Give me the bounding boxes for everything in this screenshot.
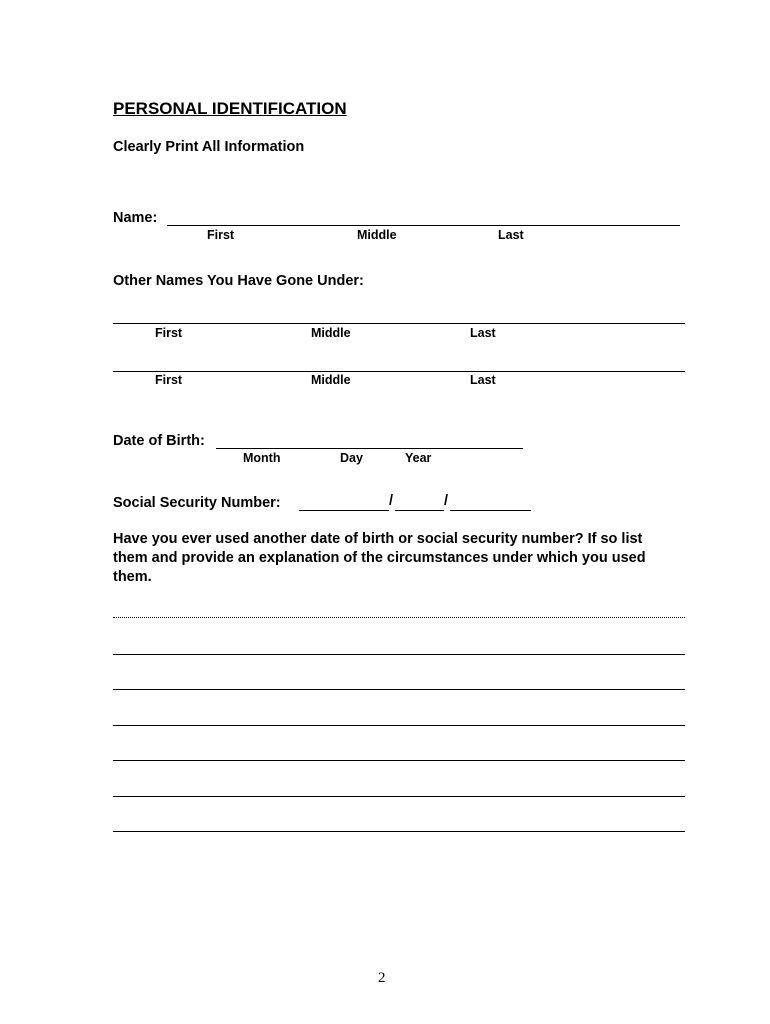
name-field[interactable] bbox=[167, 225, 680, 226]
answer-line-5[interactable] bbox=[113, 760, 685, 761]
question-text: Have you ever used another date of birth or social security number? If so list them and provide an explanation of the circumstances under which you used them. bbox=[113, 531, 646, 585]
answer-line-3[interactable] bbox=[113, 689, 685, 690]
ssn-separator-1: / bbox=[389, 493, 394, 509]
name-middle-caption: Middle bbox=[357, 228, 397, 242]
other-name-1-middle-caption: Middle bbox=[311, 326, 351, 340]
other-name-2-first-caption: First bbox=[155, 373, 183, 387]
dob-month-caption: Month bbox=[243, 451, 281, 465]
answer-line-6[interactable] bbox=[113, 796, 685, 797]
name-first-caption: First bbox=[207, 228, 235, 242]
dob-year-caption: Year bbox=[405, 451, 432, 465]
instruction-text: Clearly Print All Information bbox=[113, 139, 305, 155]
other-names-label: Other Names You Have Gone Under: bbox=[113, 273, 364, 289]
ssn-separator-2: / bbox=[444, 493, 449, 509]
answer-line-1[interactable] bbox=[113, 617, 685, 618]
dob-field[interactable] bbox=[216, 448, 523, 449]
name-last-caption: Last bbox=[498, 228, 524, 242]
other-name-1-first-caption: First bbox=[155, 326, 183, 340]
ssn-label: Social Security Number: bbox=[113, 495, 281, 511]
answer-line-4[interactable] bbox=[113, 725, 685, 726]
other-name-2-middle-caption: Middle bbox=[311, 373, 351, 387]
ssn-field-part-1[interactable] bbox=[299, 510, 389, 511]
ssn-field-part-3[interactable] bbox=[450, 510, 531, 511]
answer-line-7[interactable] bbox=[113, 831, 685, 832]
dob-label: Date of Birth: bbox=[113, 433, 205, 449]
other-name-field-1[interactable] bbox=[113, 323, 685, 324]
page-title: PERSONAL IDENTIFICATION bbox=[113, 99, 347, 118]
name-label: Name: bbox=[113, 210, 158, 226]
page-number: 2 bbox=[378, 970, 386, 986]
other-name-1-last-caption: Last bbox=[470, 326, 496, 340]
answer-line-2[interactable] bbox=[113, 654, 685, 655]
other-name-field-2[interactable] bbox=[113, 371, 685, 372]
ssn-field-part-2[interactable] bbox=[395, 510, 444, 511]
dob-day-caption: Day bbox=[340, 451, 363, 465]
other-name-2-last-caption: Last bbox=[470, 373, 496, 387]
